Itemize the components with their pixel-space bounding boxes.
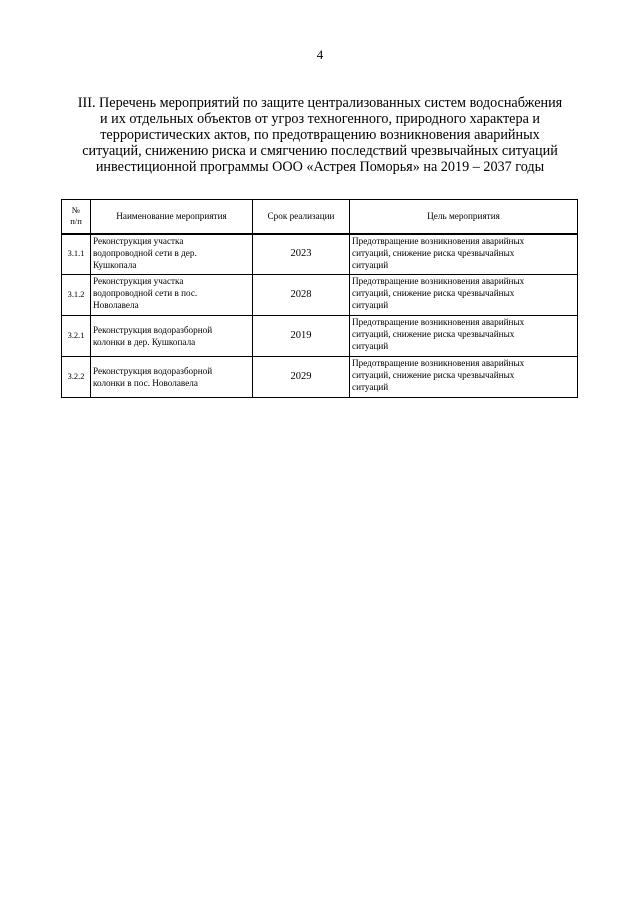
measure-goal — [350, 275, 578, 316]
table-row — [62, 275, 578, 316]
measures-table — [61, 199, 578, 398]
header-measure-name: Наименование мероприятия — [91, 200, 253, 234]
measure-goal-line: Предотвращение возникновения аварийных — [352, 358, 525, 368]
implementation-term: 2019 — [253, 316, 350, 357]
measure-name-line: Реконструкция участка — [93, 235, 184, 246]
implementation-term: 2023 — [253, 234, 350, 275]
measure-name-line: Новолавела — [93, 300, 139, 310]
row-number: 3.1.2 — [62, 275, 91, 316]
row-number: 3.2.2 — [62, 357, 91, 398]
measure-name-line: Реконструкция участка — [93, 276, 184, 286]
header-goal: Цель мероприятия — [350, 200, 578, 234]
implementation-term: 2028 — [253, 275, 350, 316]
title-line: ситуаций, снижению риска и смягчению последствий чрезвычайных ситуаций — [82, 143, 558, 159]
page-number: 4 — [316, 47, 324, 62]
measure-name-line: Кушкопала — [93, 259, 137, 270]
measure-goal-line: ситуаций, снижение риска чрезвычайных — [352, 329, 515, 339]
title-line: III. Перечень мероприятий по защите централизованных систем водоснабжения — [77, 95, 563, 111]
table-row — [62, 357, 578, 398]
measure-name-line: колонки в дер. Кушкопала — [93, 337, 196, 347]
title-line: и их отдельных объектов от угроз техногенного, природного характера и — [99, 111, 541, 127]
measure-name — [91, 316, 253, 357]
table-header-row — [62, 200, 578, 234]
implementation-term: 2029 — [253, 357, 350, 398]
title-line: террористических актов, по предотвращению возникновения аварийных — [100, 127, 540, 143]
measure-name-line: колонки в пос. Новолавела — [93, 378, 198, 388]
measure-name — [91, 357, 253, 398]
measure-goal-line: ситуаций — [352, 382, 389, 392]
measure-name — [91, 275, 253, 316]
document-title — [58, 95, 582, 175]
measure-name — [91, 234, 253, 275]
measure-goal-line: ситуаций, снижение риска чрезвычайных — [352, 288, 515, 298]
header-number-symbol: № — [71, 205, 81, 216]
measure-name-line: Реконструкция водоразборной — [93, 325, 213, 335]
measure-goal-line: ситуаций — [352, 300, 389, 310]
header-term: Срок реализации — [253, 200, 350, 234]
row-number: 3.1.1 — [62, 234, 91, 275]
measure-name-line: водопроводной сети в дер. — [93, 247, 197, 258]
measure-goal-line: Предотвращение возникновения аварийных — [352, 235, 525, 246]
measure-goal-line: ситуаций, снижение риска чрезвычайных — [352, 247, 515, 258]
header-number — [62, 200, 91, 234]
measure-goal — [350, 357, 578, 398]
measure-goal-line: ситуаций, снижение риска чрезвычайных — [352, 370, 515, 380]
measure-goal-line: Предотвращение возникновения аварийных — [352, 276, 525, 286]
measure-goal-line: ситуаций — [352, 259, 389, 270]
measure-goal — [350, 234, 578, 275]
title-line: инвестиционной программы ООО «Астрея Поморья» на 2019 – 2037 годы — [95, 159, 545, 175]
row-number: 3.2.1 — [62, 316, 91, 357]
table-row — [62, 234, 578, 275]
measure-goal — [350, 316, 578, 357]
header-number-abbrev: п/п — [70, 216, 82, 227]
measure-name-line: Реконструкция водоразборной — [93, 366, 213, 376]
measure-goal-line: Предотвращение возникновения аварийных — [352, 317, 525, 327]
measure-goal-line: ситуаций — [352, 341, 389, 351]
table-row — [62, 316, 578, 357]
measure-name-line: водопроводной сети в пос. — [93, 288, 198, 298]
